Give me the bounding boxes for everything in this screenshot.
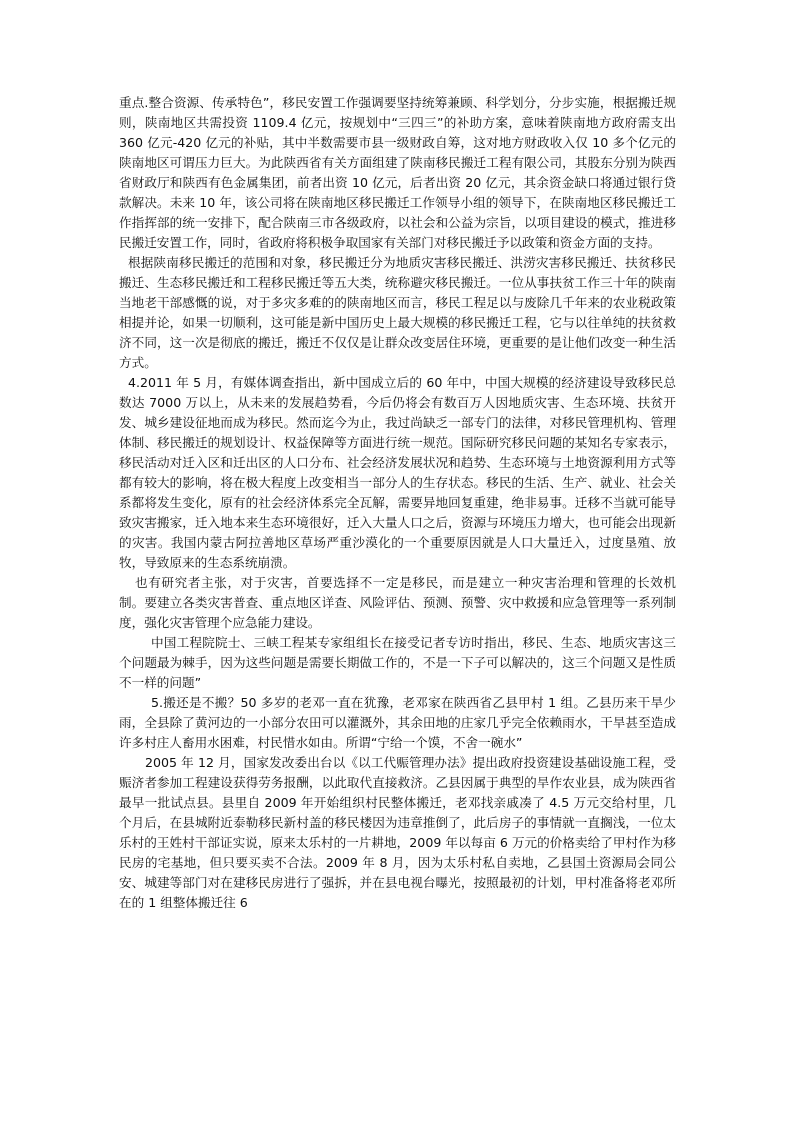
paragraph-expert-quote: 中国工程院院士、三峡工程某专家组组长在接受记者专访时指出，移民、生态、地质灾害这三个问题最为棘手，因为这些问题是需要长期做工作的，不是一下子可以解决的，这三个问题又是性质不一样的问题”: [119, 635, 676, 690]
paragraph-migration-law: 4.2011 年 5 月，有媒体调查指出，新中国成立后的 60 年中，中国大规模的经济建设导致移民总数达 7000 万以上，从未来的发展趋势看，今后仍将会有数百万人因地质灾害、生态环境、扶贫开发、城乡建设征地而成为移民。然而迄今为止，我过尚缺乏一部专门的法律，对移民管理机构、管理体制、移民搬迁的规划设计、权益保障等方面进行统一规范。国际研究移民问题的某知名专家表示，移民活动对迁入区和迁出区的人口分布、社会经济发展状况和趋势、生态环境与土地资源利用方式等都有较大的影响，将在极大程度上改变相当一部分人的生存状态。移民的生活、生产、就业、社会关系都将发生变化，原有的社会经济体系完全瓦解，需要异地回复重建，绝非易事。迁移不当就可能导致灾害搬家，迁入地本来生态环境很好，迁入大量人口之后，资源与环境压力增大，也可能会出现新的灾害。我国内蒙古阿拉善地区草场严重沙漠化的一个重要原因就是人口大量迁入，过度垦殖、放牧，导致原来的生态系统崩溃。: [119, 375, 676, 570]
paragraph-resettlement-funding: 重点.整合资源、传承特色”，移民安置工作强调要坚持统筹兼顾、科学划分，分步实施，根据搬迁规则，陕南地区共需投资 1109.4 亿元，按规划中“三四三”的补助方案，意味着陕南地方政府需支出 360 亿元-420 亿元的补贴，其中半数需要市县一级财政自筹，这对地方财政收入仅 10 多个亿元的陕南地区可谓压力巨大。为此陕西省有关方面组建了陕南移民搬迁工程有限公司，其股东分别为陕西省财政厅和陕西有色金属集团，前者出资 10 亿元，后者出资 20 亿元，其余资金缺口将通过银行贷款解决。未来 10 年，该公司将在陕南地区移民搬迁工作领导小组的领导下，在陕南地区移民搬迁工作指挥部的统一安排下，配合陕南三市各级政府，以社会和公益为宗旨，以项目建设的模式，推进移民搬迁安置工作，同时，省政府将积极争取国家有关部门对移民搬迁予以政策和资金方面的支持。: [119, 95, 676, 250]
paragraph-lao-deng-dilemma: 5.搬还是不搬？50 多岁的老邓一直在犹豫，老邓家在陕西省乙县甲村 1 组。乙县历来干旱少雨，全县除了黄河边的一小部分农田可以灌溉外，其余田地的庄家几乎完全依赖雨水，干旱甚至造成许多村庄人畜用水困难，村民惜水如由。所谓“宁给一个馍，不舍一碗水”: [119, 695, 676, 750]
paragraph-work-relief-policy: 2005 年 12 月，国家发改委出台以《以工代赈管理办法》提出政府投资建设基础设施工程，受赈济者参加工程建设获得劳务报酬，以此取代直接救济。乙县因属于典型的旱作农业县，成为陕西省最早一批试点县。县里自 2009 年开始组织村民整体搬迁，老邓找亲戚凑了 4.5 万元交给村里，几个月后，在县城附近泰勒移民新村盖的移民楼因为违章推倒了，此后房子的事情就一直搁浅，一位太乐村的王姓村干部证实说，原来太乐村的一片耕地，2009 年以每亩 6 万元的价格卖给了甲村作为移民房的宅基地，但只要买卖不合法。2009 年 8 月，因为太乐村私自卖地，乙县国土资源局会同公安、城建等部门对在建移民房进行了强拆，并在县电视台曝光，按照最初的计划，甲村准备将老邓所在的 1 组整体搬迁往 6: [119, 755, 676, 910]
paragraph-disaster-management: 也有研究者主张，对于灾害，首要选择不一定是移民，而是建立一种灾害治理和管理的长效机制。要建立各类灾害普查、重点地区详查、风险评估、预测、预警、灾中救援和应急管理等一系列制度，强化灾害管理个应急能力建设。: [119, 575, 676, 630]
document-page: [119, 93, 676, 913]
paragraph-relocation-categories: 根据陕南移民搬迁的范围和对象，移民搬迁分为地质灾害移民搬迁、洪涝灾害移民搬迁、扶贫移民搬迁、生态移民搬迁和工程移民搬迁等五大类，统称避灾移民搬迁。一位从事扶贫工作三十年的陕南当地老干部感慨的说，对于多灾多难的的陕南地区而言，移民工程足以与废除几千年来的农业税政策相提并论，如果一切顺利，这可能是新中国历史上最大规模的移民搬迁工程，它与以往单纯的扶贫救济不同，这一次是彻底的搬迁，搬迁不仅仅是让群众改变居住环境，更重要的是让他们改变一种生活方式。: [119, 255, 676, 370]
